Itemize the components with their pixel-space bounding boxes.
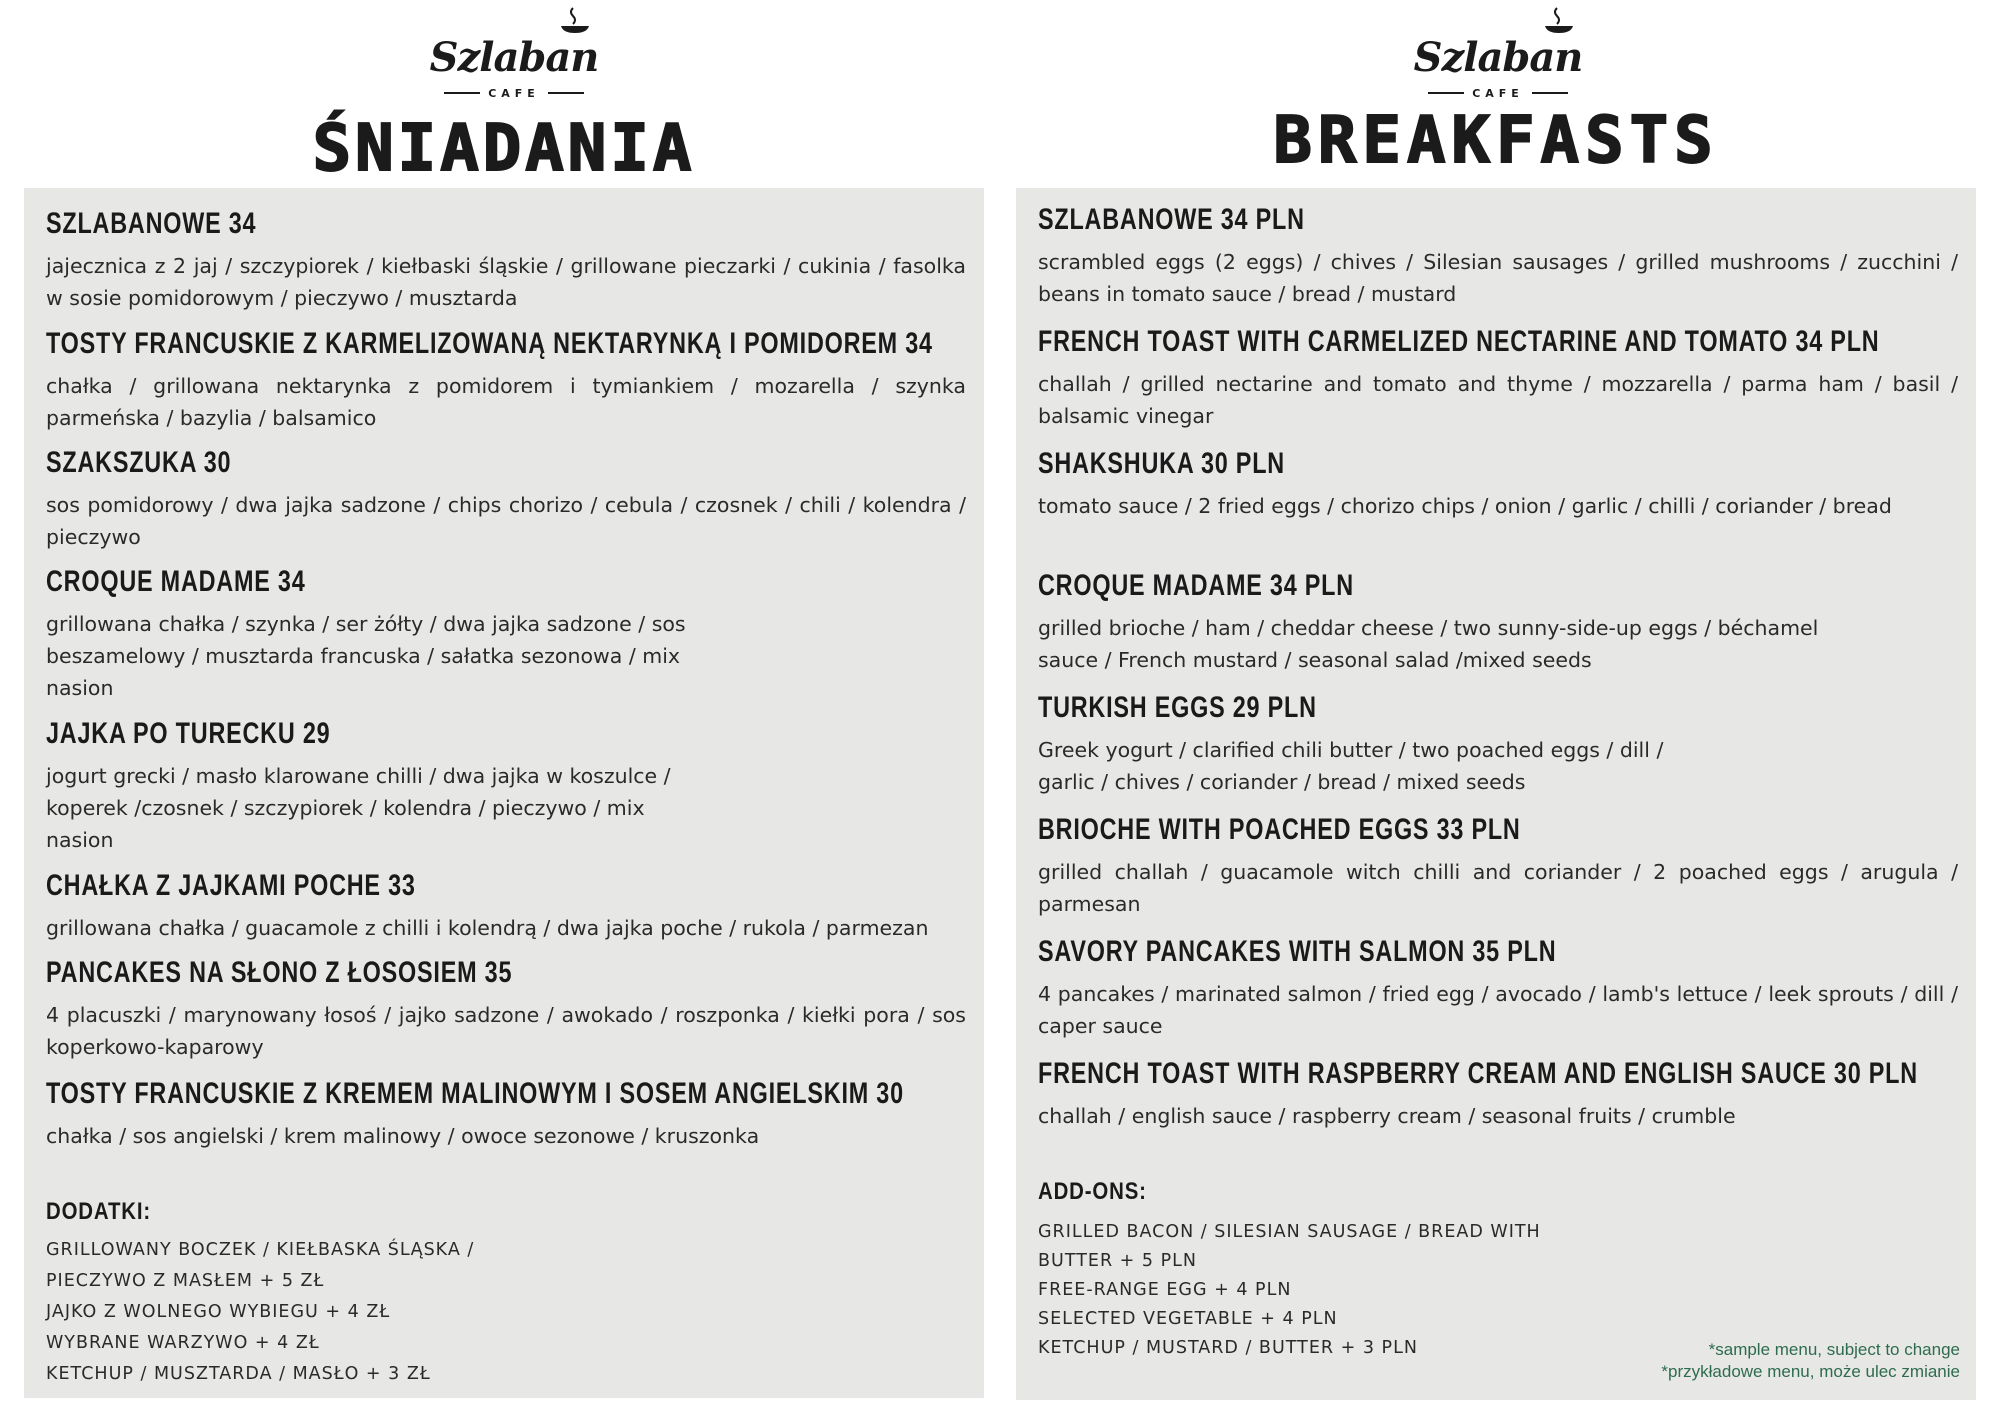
item-title: TURKISH EGGS 29 PLN bbox=[1038, 691, 1317, 724]
section-title: ŚNIADANIA bbox=[312, 112, 696, 186]
brand-logo bbox=[1398, 6, 1598, 98]
menu-item bbox=[1038, 202, 1958, 310]
addon-line: KETCHUP / MUSZTARDA / MASŁO + 3 ZŁ bbox=[46, 1364, 431, 1384]
menu-panel bbox=[1016, 188, 1976, 1400]
item-title: SZLABANOWE 34 PLN bbox=[1038, 203, 1305, 236]
coffee-cup-icon bbox=[1543, 6, 1577, 34]
item-title: FRENCH TOAST WITH CARMELIZED NECTARINE AND TOMATO 34 PLN bbox=[1038, 325, 1880, 358]
item-description: grillowana chałka / guacamole z chilli i kolendrą / dwa jajka poche / rukola / parmezan bbox=[46, 916, 929, 940]
addon-line: GRILLOWANY BOCZEK / KIEŁBASKA ŚLĄSKA / bbox=[46, 1240, 475, 1260]
menu-item bbox=[1038, 934, 1958, 1042]
brand-sub: CAFE bbox=[488, 86, 540, 100]
item-title: SZAKSZUKA 30 bbox=[46, 446, 232, 479]
menu-item bbox=[1038, 568, 1958, 676]
item-title: CHAŁKA Z JAJKAMI POCHE 33 bbox=[46, 869, 416, 902]
item-description: 4 placuszki / marynowany łosoś / jajko sadzone / awokado / roszponka / kiełki pora / sos koperkowo-kaparowy bbox=[46, 1003, 966, 1059]
menu-item bbox=[46, 955, 966, 1063]
item-description: sos pomidorowy / dwa jajka sadzone / chips chorizo / cebula / czosnek / chili / kolendra / pieczywo bbox=[46, 493, 966, 549]
item-description: challah / grilled nectarine and tomato and thyme / mozzarella / parma ham / basil / balsamic vinegar bbox=[1038, 372, 1958, 428]
item-title: TOSTY FRANCUSKIE Z KARMELIZOWANĄ NEKTARYNKĄ I POMIDOREM 34 bbox=[46, 327, 933, 360]
addons-title: DODATKI: bbox=[46, 1198, 152, 1225]
addon-line: SELECTED VEGETABLE + 4 PLN bbox=[1038, 1309, 1338, 1329]
item-title: CROQUE MADAME 34 bbox=[46, 565, 306, 598]
menu-item bbox=[46, 326, 966, 434]
item-description: jogurt grecki / masło klarowane chilli / dwa jajka w koszulce / koperek /czosnek / szczypiorek / kolendra / pieczywo / mix nasion bbox=[46, 764, 671, 852]
menu-item bbox=[46, 564, 966, 704]
item-title: JAJKA PO TURECKU 29 bbox=[46, 717, 331, 750]
addons-title: ADD-ONS: bbox=[1038, 1178, 1147, 1205]
menu-item bbox=[1038, 446, 1958, 522]
brand-subline bbox=[414, 86, 614, 100]
brand-wordmark: Szlaban bbox=[429, 34, 599, 81]
item-description: jajecznica z 2 jaj / szczypiorek / kiełbaski śląskie / grillowane pieczarki / cukinia / fasolka w sosie pomidorowym / pieczywo / musztarda bbox=[46, 254, 966, 310]
item-description: scrambled eggs (2 eggs) / chives / Silesian sausages / grilled mushrooms / zucchini / beans in tomato sauce / bread / mustard bbox=[1038, 250, 1958, 306]
item-description: grilled challah / guacamole witch chilli and coriander / 2 poached eggs / arugula / parmesan bbox=[1038, 860, 1958, 916]
addon-line: PIECZYWO Z MASŁEM + 5 ZŁ bbox=[46, 1271, 325, 1291]
addon-line: GRILLED BACON / SILESIAN SAUSAGE / BREAD WITH bbox=[1038, 1222, 1541, 1242]
item-title: SZLABANOWE 34 bbox=[46, 207, 257, 240]
item-title: SHAKSHUKA 30 PLN bbox=[1038, 447, 1285, 480]
menu-item bbox=[1038, 324, 1958, 432]
menu-item bbox=[46, 716, 966, 856]
item-description: chałka / sos angielski / krem malinowy / owoce sezonowe / kruszonka bbox=[46, 1124, 760, 1148]
item-description: chałka / grillowana nektarynka z pomidorem i tymiankiem / mozarella / szynka parmeńska / bazylia / balsamico bbox=[46, 374, 966, 430]
item-description: grillowana chałka / szynka / ser żółty / dwa jajka sadzone / sos beszamelowy / musztarda francuska / sałatka sezonowa / mix nasion bbox=[46, 612, 686, 700]
item-title: FRENCH TOAST WITH RASPBERRY CREAM AND ENGLISH SAUCE 30 PLN bbox=[1038, 1057, 1918, 1090]
addon-line: KETCHUP / MUSTARD / BUTTER + 3 PLN bbox=[1038, 1338, 1418, 1358]
item-description: Greek yogurt / clarified chili butter / two poached eggs / dill / garlic / chives / coriander / bread / mixed seeds bbox=[1038, 738, 1664, 794]
brand-wordmark: Szlaban bbox=[1413, 34, 1583, 81]
coffee-cup-icon bbox=[559, 6, 593, 34]
addon-line: JAJKO Z WOLNEGO WYBIEGU + 4 ZŁ bbox=[46, 1302, 391, 1322]
brand-subline bbox=[1398, 86, 1598, 100]
item-title: BRIOCHE WITH POACHED EGGS 33 PLN bbox=[1038, 813, 1521, 846]
item-title: SAVORY PANCAKES WITH SALMON 35 PLN bbox=[1038, 935, 1557, 968]
menu-item bbox=[1038, 812, 1958, 920]
menu-item bbox=[1038, 690, 1958, 798]
menu-item bbox=[46, 445, 966, 553]
menu-item bbox=[46, 1076, 966, 1152]
addon-line: WYBRANE WARZYWO + 4 ZŁ bbox=[46, 1333, 320, 1353]
section-title: BREAKFASTS bbox=[1273, 104, 1719, 178]
note-english: *sample menu, subject to change bbox=[1708, 1340, 1960, 1359]
item-description: grilled brioche / ham / cheddar cheese / two sunny-side-up eggs / béchamel sauce / French mustard / seasonal salad /mixed seeds bbox=[1038, 616, 1819, 672]
item-description: tomato sauce / 2 fried eggs / chorizo chips / onion / garlic / chilli / coriander / bread bbox=[1038, 494, 1892, 518]
item-title: CROQUE MADAME 34 PLN bbox=[1038, 569, 1354, 602]
menu-item bbox=[1038, 1056, 1958, 1132]
menu-panel bbox=[24, 188, 984, 1398]
note-polish: *przykładowe menu, może ulec zmianie bbox=[1661, 1362, 1960, 1381]
item-description: 4 pancakes / marinated salmon / fried egg / avocado / lamb's lettuce / leek sprouts / dill / caper sauce bbox=[1038, 982, 1958, 1038]
menu-item bbox=[46, 206, 966, 314]
addon-line: BUTTER + 5 PLN bbox=[1038, 1251, 1197, 1271]
item-title: TOSTY FRANCUSKIE Z KREMEM MALINOWYM I SOSEM ANGIELSKIM 30 bbox=[46, 1077, 904, 1110]
menu-item bbox=[46, 868, 966, 944]
addon-line: FREE-RANGE EGG + 4 PLN bbox=[1038, 1280, 1292, 1300]
item-title: PANCAKES NA SŁONO Z ŁOSOSIEM 35 bbox=[46, 956, 513, 989]
brand-logo bbox=[414, 6, 614, 98]
item-description: challah / english sauce / raspberry cream / seasonal fruits / crumble bbox=[1038, 1104, 1736, 1128]
brand-sub: CAFE bbox=[1472, 86, 1524, 100]
